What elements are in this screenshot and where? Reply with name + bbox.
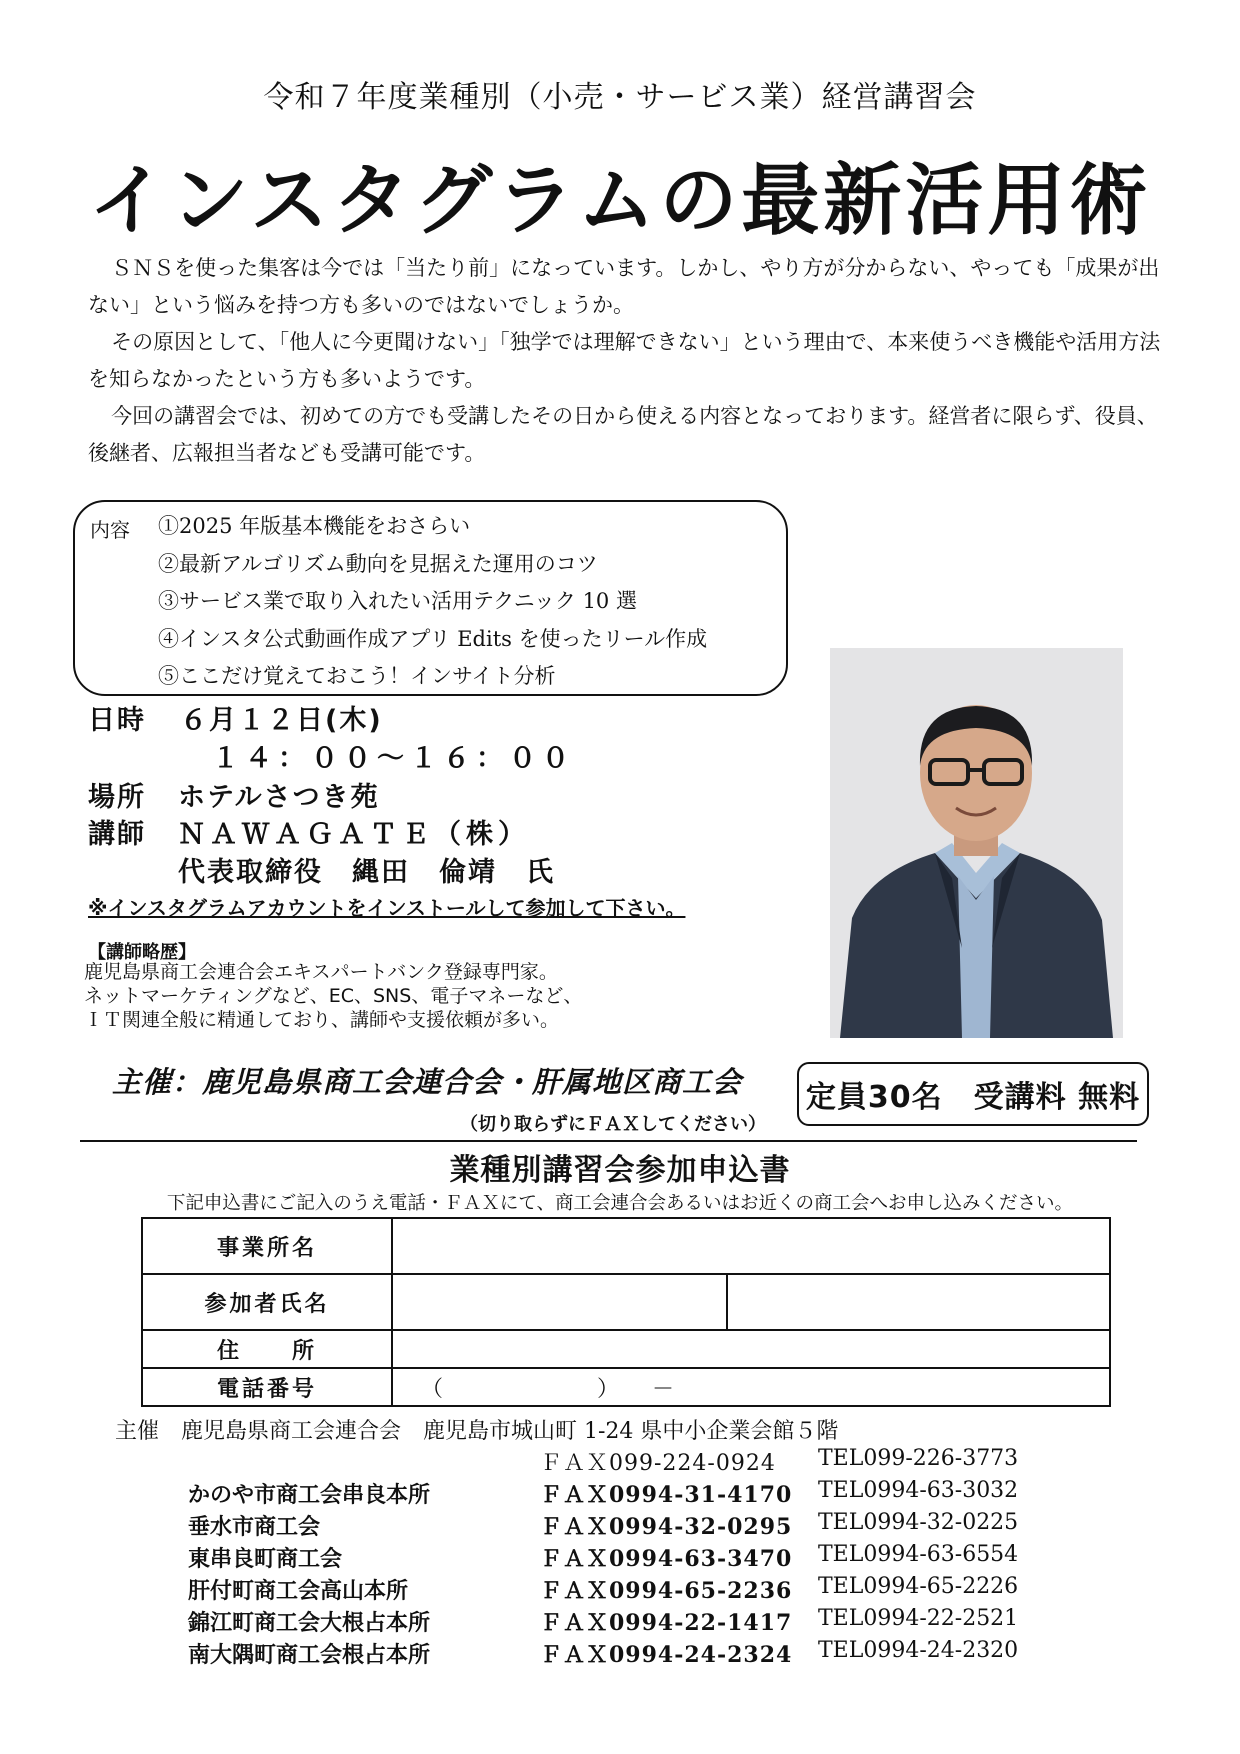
bio-line: 鹿児島県商工会連合会エキスパートバンク登録専門家。: [84, 961, 558, 983]
office-name: 南大隅町商工会根占本所: [188, 1643, 431, 1668]
form-title: 業種別講習会参加申込書: [449, 1153, 791, 1188]
participant-label: 参加者氏名: [142, 1274, 392, 1330]
participation-note: ※インスタグラムアカウントをインストールして参加して下さい。: [88, 896, 686, 920]
application-form-table: [141, 1217, 1111, 1407]
office-tel: TEL0994-24-2320: [818, 1638, 1019, 1663]
lecturer-portrait-illustration: [830, 648, 1123, 1038]
company-field[interactable]: [392, 1218, 1110, 1274]
bio-heading: 【講師略歴】: [88, 942, 196, 963]
office-fax: ＦＡＸ0994-32-0295: [540, 1514, 793, 1540]
form-instructions: 下記申込書にご記入のうえ電話・ＦＡＸにて、商工会連合会あるいはお近くの商工会へお申し込みください。: [166, 1193, 1074, 1214]
office-name: 肝付町商工会高山本所: [188, 1579, 409, 1604]
list-item: ⑤ここだけ覚えておこう！インサイト分析: [158, 664, 556, 688]
lecturer-photo: [830, 648, 1123, 1038]
list-item: ①2025 年版基本機能をおさらい: [158, 514, 471, 538]
fax-note: （切り取らずにＦＡＸしてください）: [460, 1114, 766, 1135]
host-fax: ＦＡＸ099-224-0924: [540, 1451, 776, 1476]
bio-line: ＩＴ関連全般に精通しており、講師や支援依頼が多い。: [84, 1009, 560, 1031]
list-item: ②最新アルゴリズム動向を見据えた運用のコツ: [158, 551, 598, 576]
address-label: 住 所: [142, 1330, 392, 1368]
event-date: ６月１２日(木): [180, 705, 383, 736]
office-tel: TEL0994-32-0225: [818, 1510, 1019, 1535]
bio-line: ネットマーケティングなど、EC、SNS、電子マネーなど、: [84, 985, 583, 1007]
office-tel: TEL0994-22-2521: [818, 1606, 1019, 1631]
page-title: インスタグラムの最新活用術: [88, 156, 1152, 246]
lecturer-name: 代表取締役 縄田 倫靖 氏: [178, 857, 555, 888]
office-name: 垂水市商工会: [188, 1515, 321, 1540]
contents-list: [158, 508, 707, 696]
event-subtitle: 令和７年度業種別（小売・サービス業）経営講習会: [263, 80, 977, 115]
participant-field-1[interactable]: [392, 1274, 727, 1330]
venue-name: ホテルさつき苑: [178, 782, 380, 813]
address-field[interactable]: [392, 1330, 1110, 1368]
list-item: ④インスタ公式動画作成アプリ Edits を使ったリール作成: [158, 626, 708, 651]
lecturer-company: ＮＡＷＡＧＡＴＥ（株）: [178, 819, 530, 850]
intro-paragraph: 今回の講習会では、初めての方でも受講したその日から使える内容となっております。経営者に限らず、役員、後継者、広報担当者なども受講可能です。: [88, 404, 1158, 465]
office-fax: ＦＡＸ0994-31-4170: [540, 1482, 793, 1508]
capacity-badge: 定員30名 受講料 無料: [797, 1062, 1149, 1126]
office-tel: TEL0994-63-6554: [818, 1542, 1019, 1567]
lecturer-label: 講師: [88, 819, 146, 850]
intro-paragraph: ＳＮＳを使った集客は今では「当たり前」になっています。しかし、やり方が分からない、やっても「成果が出ない」という悩みを持つ方も多いのではないでしょうか。: [88, 256, 1160, 317]
office-tel: TEL0994-63-3032: [818, 1478, 1019, 1503]
office-fax: ＦＡＸ0994-24-2324: [540, 1642, 793, 1668]
participant-field-2[interactable]: [727, 1274, 1110, 1330]
table-row: [142, 1330, 1110, 1368]
intro-paragraph: その原因として、「他人に今更聞けない」「独学では理解できない」という理由で、本来使うべき機能や活用方法を知らなかったという方も多いようです。: [88, 330, 1161, 391]
contents-label: 内容: [90, 518, 130, 542]
datetime-label: 日時: [88, 705, 146, 736]
list-item: ③サービス業で取り入れたい活用テクニック 10 選: [158, 589, 637, 613]
cut-line-divider: [80, 1140, 1137, 1142]
host-contact: 主催 鹿児島県商工会連合会 鹿児島市城山町 1-24 県中小企業会館５階: [115, 1419, 839, 1444]
office-fax: ＦＡＸ0994-22-1417: [540, 1610, 793, 1636]
office-fax: ＦＡＸ0994-65-2236: [540, 1578, 793, 1604]
event-time: １４：００～１６：００: [212, 743, 575, 774]
table-row: [142, 1274, 1110, 1330]
organizer-line: 主催：鹿児島県商工会連合会・肝属地区商工会: [112, 1065, 743, 1099]
office-fax: ＦＡＸ0994-63-3470: [540, 1546, 793, 1572]
phone-label: 電話番号: [142, 1368, 392, 1406]
office-name: 錦江町商工会大根占本所: [188, 1611, 431, 1636]
company-label: 事業所名: [142, 1218, 392, 1274]
table-row: [142, 1218, 1110, 1274]
host-tel: TEL099-226-3773: [818, 1446, 1019, 1471]
intro-text: [88, 250, 1173, 472]
bio-text: [84, 960, 582, 1032]
office-name: 東串良町商工会: [188, 1547, 343, 1572]
phone-field[interactable]: （ ） －: [392, 1368, 1110, 1406]
office-name: かのや市商工会串良本所: [188, 1483, 431, 1508]
venue-label: 場所: [88, 782, 146, 813]
office-tel: TEL0994-65-2226: [818, 1574, 1019, 1599]
table-row: [142, 1368, 1110, 1406]
